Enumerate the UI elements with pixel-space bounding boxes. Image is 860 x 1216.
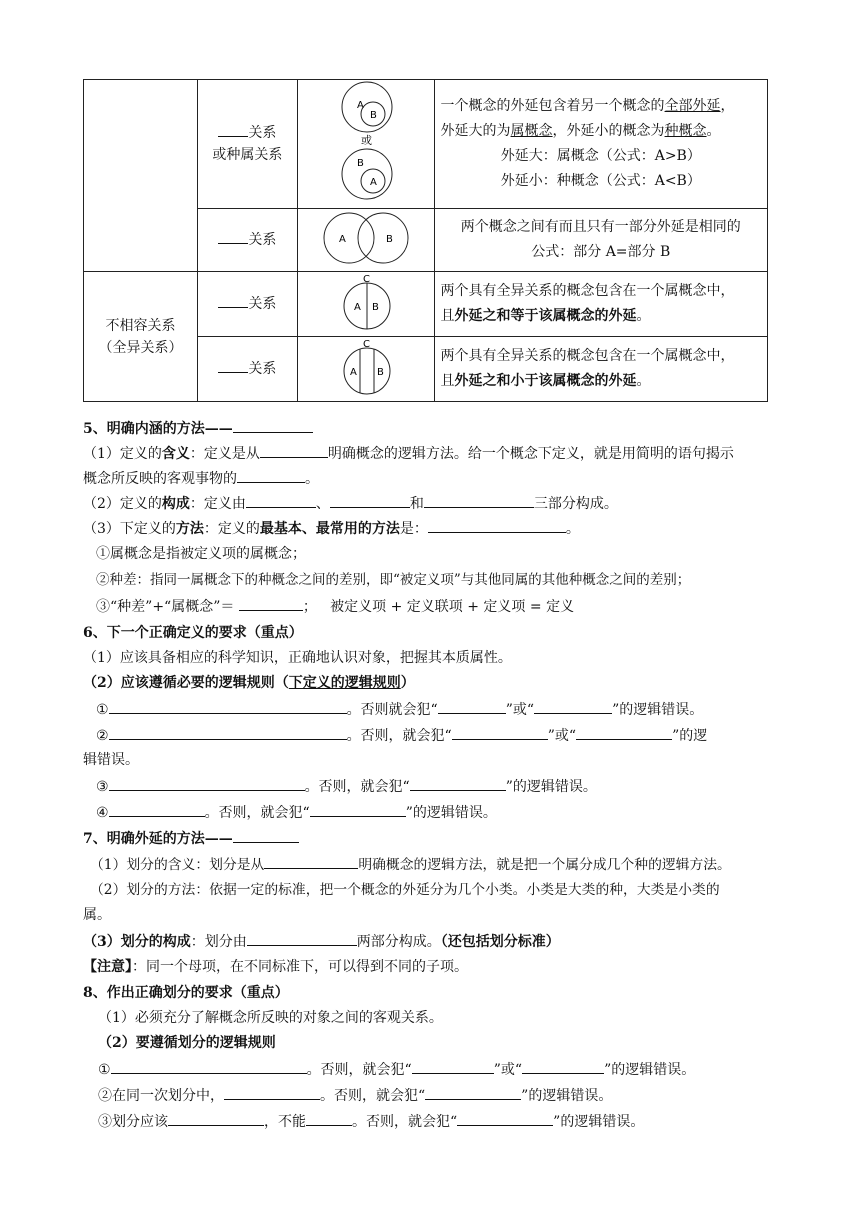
blank[interactable] xyxy=(264,854,358,869)
blank[interactable] xyxy=(218,229,248,244)
compatible-cell xyxy=(84,80,198,272)
blank[interactable] xyxy=(576,725,672,740)
svg-text:C: C xyxy=(362,339,370,350)
diagram-cell xyxy=(297,337,434,402)
opposition-diagram xyxy=(299,337,433,397)
svg-text:B: B xyxy=(369,110,377,121)
s8-line-1: （1）必须充分了解概念所反映的对象之间的客观关系。 xyxy=(98,1010,443,1026)
svg-text:A: A xyxy=(338,234,346,245)
relation-desc-cell: 一个概念的外延包含着另一个概念的全部外延， 外延大的为属概念，外延小的概念为种概念。 外延大：属概念（公式：A>B） 外延小：种概念（公式：A<B） xyxy=(434,80,767,209)
section-5-title: 5、明确内涵的方法—— xyxy=(83,418,313,439)
s5-line-4: ①属概念是指被定义项的属概念； xyxy=(96,546,306,562)
blank[interactable] xyxy=(247,931,357,946)
relation-name-cell: 关系 xyxy=(198,272,298,337)
blank[interactable] xyxy=(330,493,410,508)
s5-line-1: （1）定义的含义：定义是从 明确概念的逻辑方法。给一个概念下定义，就是用简明的语句揭示 xyxy=(83,443,734,464)
svg-text:A: A xyxy=(353,302,361,313)
svg-text:B: B xyxy=(371,302,379,313)
s6-rule-2b: 辑错误。 xyxy=(83,752,139,768)
relation-desc-cell: 两个概念之间有而且只有一部分外延是相同的 公式：部分 A=部分 B xyxy=(434,209,767,272)
blank[interactable] xyxy=(424,493,534,508)
blank[interactable] xyxy=(109,802,205,817)
concept-relations-table xyxy=(83,79,768,402)
s6-line-1: （1）应该具备相应的科学知识，正确地认识对象，把握其本质属性。 xyxy=(83,650,512,666)
relation-name-cell: 关系 xyxy=(198,337,298,402)
blank[interactable] xyxy=(218,293,248,308)
blank[interactable] xyxy=(218,122,248,137)
blank[interactable] xyxy=(218,358,248,373)
blank[interactable] xyxy=(522,1059,604,1074)
inclusion-diagram xyxy=(299,80,433,204)
blank[interactable] xyxy=(410,776,506,791)
s5-line-5: ②种差：指同一属概念下的种概念之间的差别，即“被定义项”与其他同属的其他种概念之间的差别； xyxy=(96,572,691,588)
relation-desc-cell: 两个具有全异关系的概念包含在一个属概念中， 且外延之和小于该属概念的外延。 xyxy=(434,337,767,402)
blank[interactable] xyxy=(109,699,347,714)
blank[interactable] xyxy=(260,443,328,458)
s6-line-2: （2）应该遵循必要的逻辑规则（下定义的逻辑规则） xyxy=(83,675,415,691)
blank[interactable] xyxy=(412,1059,494,1074)
svg-text:B: B xyxy=(356,158,364,169)
diagram-cell xyxy=(297,209,434,272)
blank[interactable] xyxy=(168,1111,264,1126)
blank[interactable] xyxy=(425,1085,521,1100)
blank[interactable] xyxy=(109,725,347,740)
blank[interactable] xyxy=(246,493,316,508)
blank[interactable] xyxy=(239,596,303,611)
s7-line-3: （3）划分的构成：划分由 两部分构成。（还包括划分标准） xyxy=(83,931,560,952)
relation-name-cell: 关系 xyxy=(198,209,298,272)
s5-line-1b: 概念所反映的客观事物的 。 xyxy=(83,468,319,489)
section-7-title: 7、明确外延的方法—— xyxy=(83,828,299,849)
s7-line-2: （2）划分的方法：依据一定的标准，把一个概念的外延分为几个小类。小类是大类的种，大类是小类的 xyxy=(90,882,720,898)
svg-text:A: A xyxy=(369,177,377,188)
s6-rule-1: ① 。否则就会犯“ ”或“ ”的逻辑错误。 xyxy=(96,699,703,720)
blank[interactable] xyxy=(438,699,506,714)
section-6-title: 6、下一个正确定义的要求（重点） xyxy=(83,625,303,641)
blank[interactable] xyxy=(452,725,548,740)
s7-line-1: （1）划分的含义：划分是从 明确概念的逻辑方法，就是把一个属分成几个种的逻辑方法。 xyxy=(90,854,731,875)
blank[interactable] xyxy=(111,1059,307,1074)
relation-desc-cell: 两个具有全异关系的概念包含在一个属概念中， 且外延之和等于该属概念的外延。 xyxy=(434,272,767,337)
s5-line-6: ③“种差”+“属概念”＝ ； 被定义项 + 定义联项 + 定义项 = 定义 xyxy=(96,596,574,617)
s6-rule-2: ② 。否则，就会犯“ ”或“ ”的逻 xyxy=(96,725,707,746)
blank[interactable] xyxy=(109,776,305,791)
s6-rule-3: ③ 。否则，就会犯“ ”的逻辑错误。 xyxy=(96,776,597,797)
s7-line-2b: 属。 xyxy=(83,907,111,923)
section-8-title: 8、作出正确划分的要求（重点） xyxy=(83,985,289,1001)
blank[interactable] xyxy=(428,518,566,533)
s8-rule-2: ②在同一次划分中， 。否则，就会犯“ ”的逻辑错误。 xyxy=(98,1085,612,1106)
blank[interactable] xyxy=(457,1111,553,1126)
s8-rule-3: ③划分应该 ，不能 。否则，就会犯“ ”的逻辑错误。 xyxy=(98,1111,644,1132)
s8-line-2: （2）要遵循划分的逻辑规则 xyxy=(98,1035,276,1051)
s7-note: 【注意】：同一个母项，在不同标准下，可以得到不同的子项。 xyxy=(83,959,468,975)
relation-name-cell: 关系 或种属关系 xyxy=(198,80,298,209)
svg-text:或: 或 xyxy=(360,134,372,147)
blank[interactable] xyxy=(233,828,299,843)
cross-diagram xyxy=(299,209,433,267)
blank[interactable] xyxy=(534,699,612,714)
blank[interactable] xyxy=(310,802,406,817)
diagram-cell xyxy=(297,272,434,337)
blank[interactable] xyxy=(224,1085,320,1100)
blank[interactable] xyxy=(237,468,305,483)
blank[interactable] xyxy=(306,1111,352,1126)
incompatible-label-cell: 不相容关系 （全异关系） xyxy=(84,272,198,402)
svg-text:C: C xyxy=(362,274,370,285)
s8-rule-1: ① 。否则，就会犯“ ”或“ ”的逻辑错误。 xyxy=(98,1059,695,1080)
s5-line-3: （3）下定义的方法：定义的最基本、最常用的方法是： 。 xyxy=(83,518,580,539)
svg-text:B: B xyxy=(385,234,393,245)
s5-line-2: （2）定义的构成：定义由 、 和 三部分构成。 xyxy=(83,493,618,514)
svg-text:A: A xyxy=(356,100,364,111)
s6-rule-4: ④ 。否则，就会犯“ ”的逻辑错误。 xyxy=(96,802,497,823)
contradiction-diagram xyxy=(299,272,433,332)
svg-text:B: B xyxy=(376,367,384,378)
diagram-cell xyxy=(297,80,434,209)
blank[interactable] xyxy=(233,418,313,433)
svg-text:A: A xyxy=(349,367,357,378)
